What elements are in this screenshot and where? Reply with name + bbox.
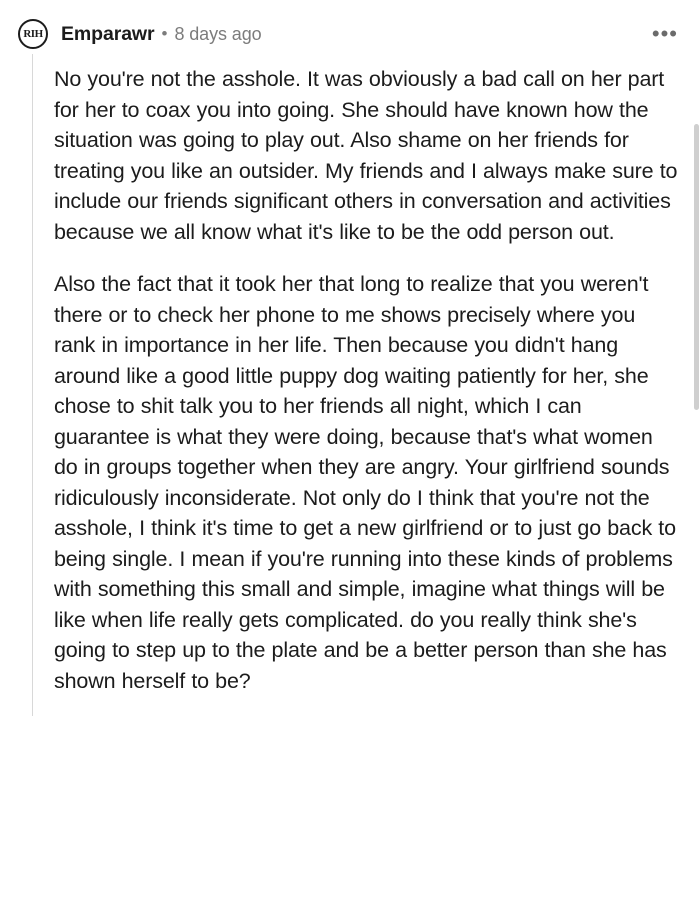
timestamp: 8 days ago (174, 23, 262, 44)
comment-paragraph: Also the fact that it took her that long to realize that you weren't there or to check her phone to me shows precisely where you rank in importance in her life. Then because you didn't hang around like a good little puppy dog waiting patiently for her, she chose to shit talk you to her friends all night, which I can guarantee is what they were doing, because that's what women do in groups together when they are angry. Your girlfriend sounds ridiculously inconsiderate. Not only do I think that you're not the asshole, I think it's time to get a new girlfriend or to just go back to being single. I mean if you're running into these kinds of problems with something this small and simple, imagine what things will be like when life really gets complicated. do you really think she's going to step up to the plate and be a better person than she has shown herself to be? (54, 272, 676, 693)
comment-body (0, 54, 700, 696)
thread-line[interactable] (32, 54, 33, 716)
comment-header (0, 14, 700, 54)
scrollbar-thumb[interactable] (694, 124, 699, 410)
separator-dot: • (161, 23, 168, 43)
scrollbar[interactable] (693, 0, 700, 904)
username-link[interactable]: Emparawr (61, 22, 155, 45)
avatar[interactable] (18, 19, 48, 49)
avatar-initials: RIH (23, 27, 43, 40)
overflow-menu-icon[interactable]: ••• (651, 21, 678, 46)
comment-paragraph: No you're not the asshole. It was obviously a bad call on her part for her to coax you into going. She should have known how the situation was going to play out. Also shame on her friends for treating you like an outsider. My friends and I always make sure to include our friends significant others in conversation and activities because we all know what it's like to be the odd person out. (54, 67, 678, 244)
